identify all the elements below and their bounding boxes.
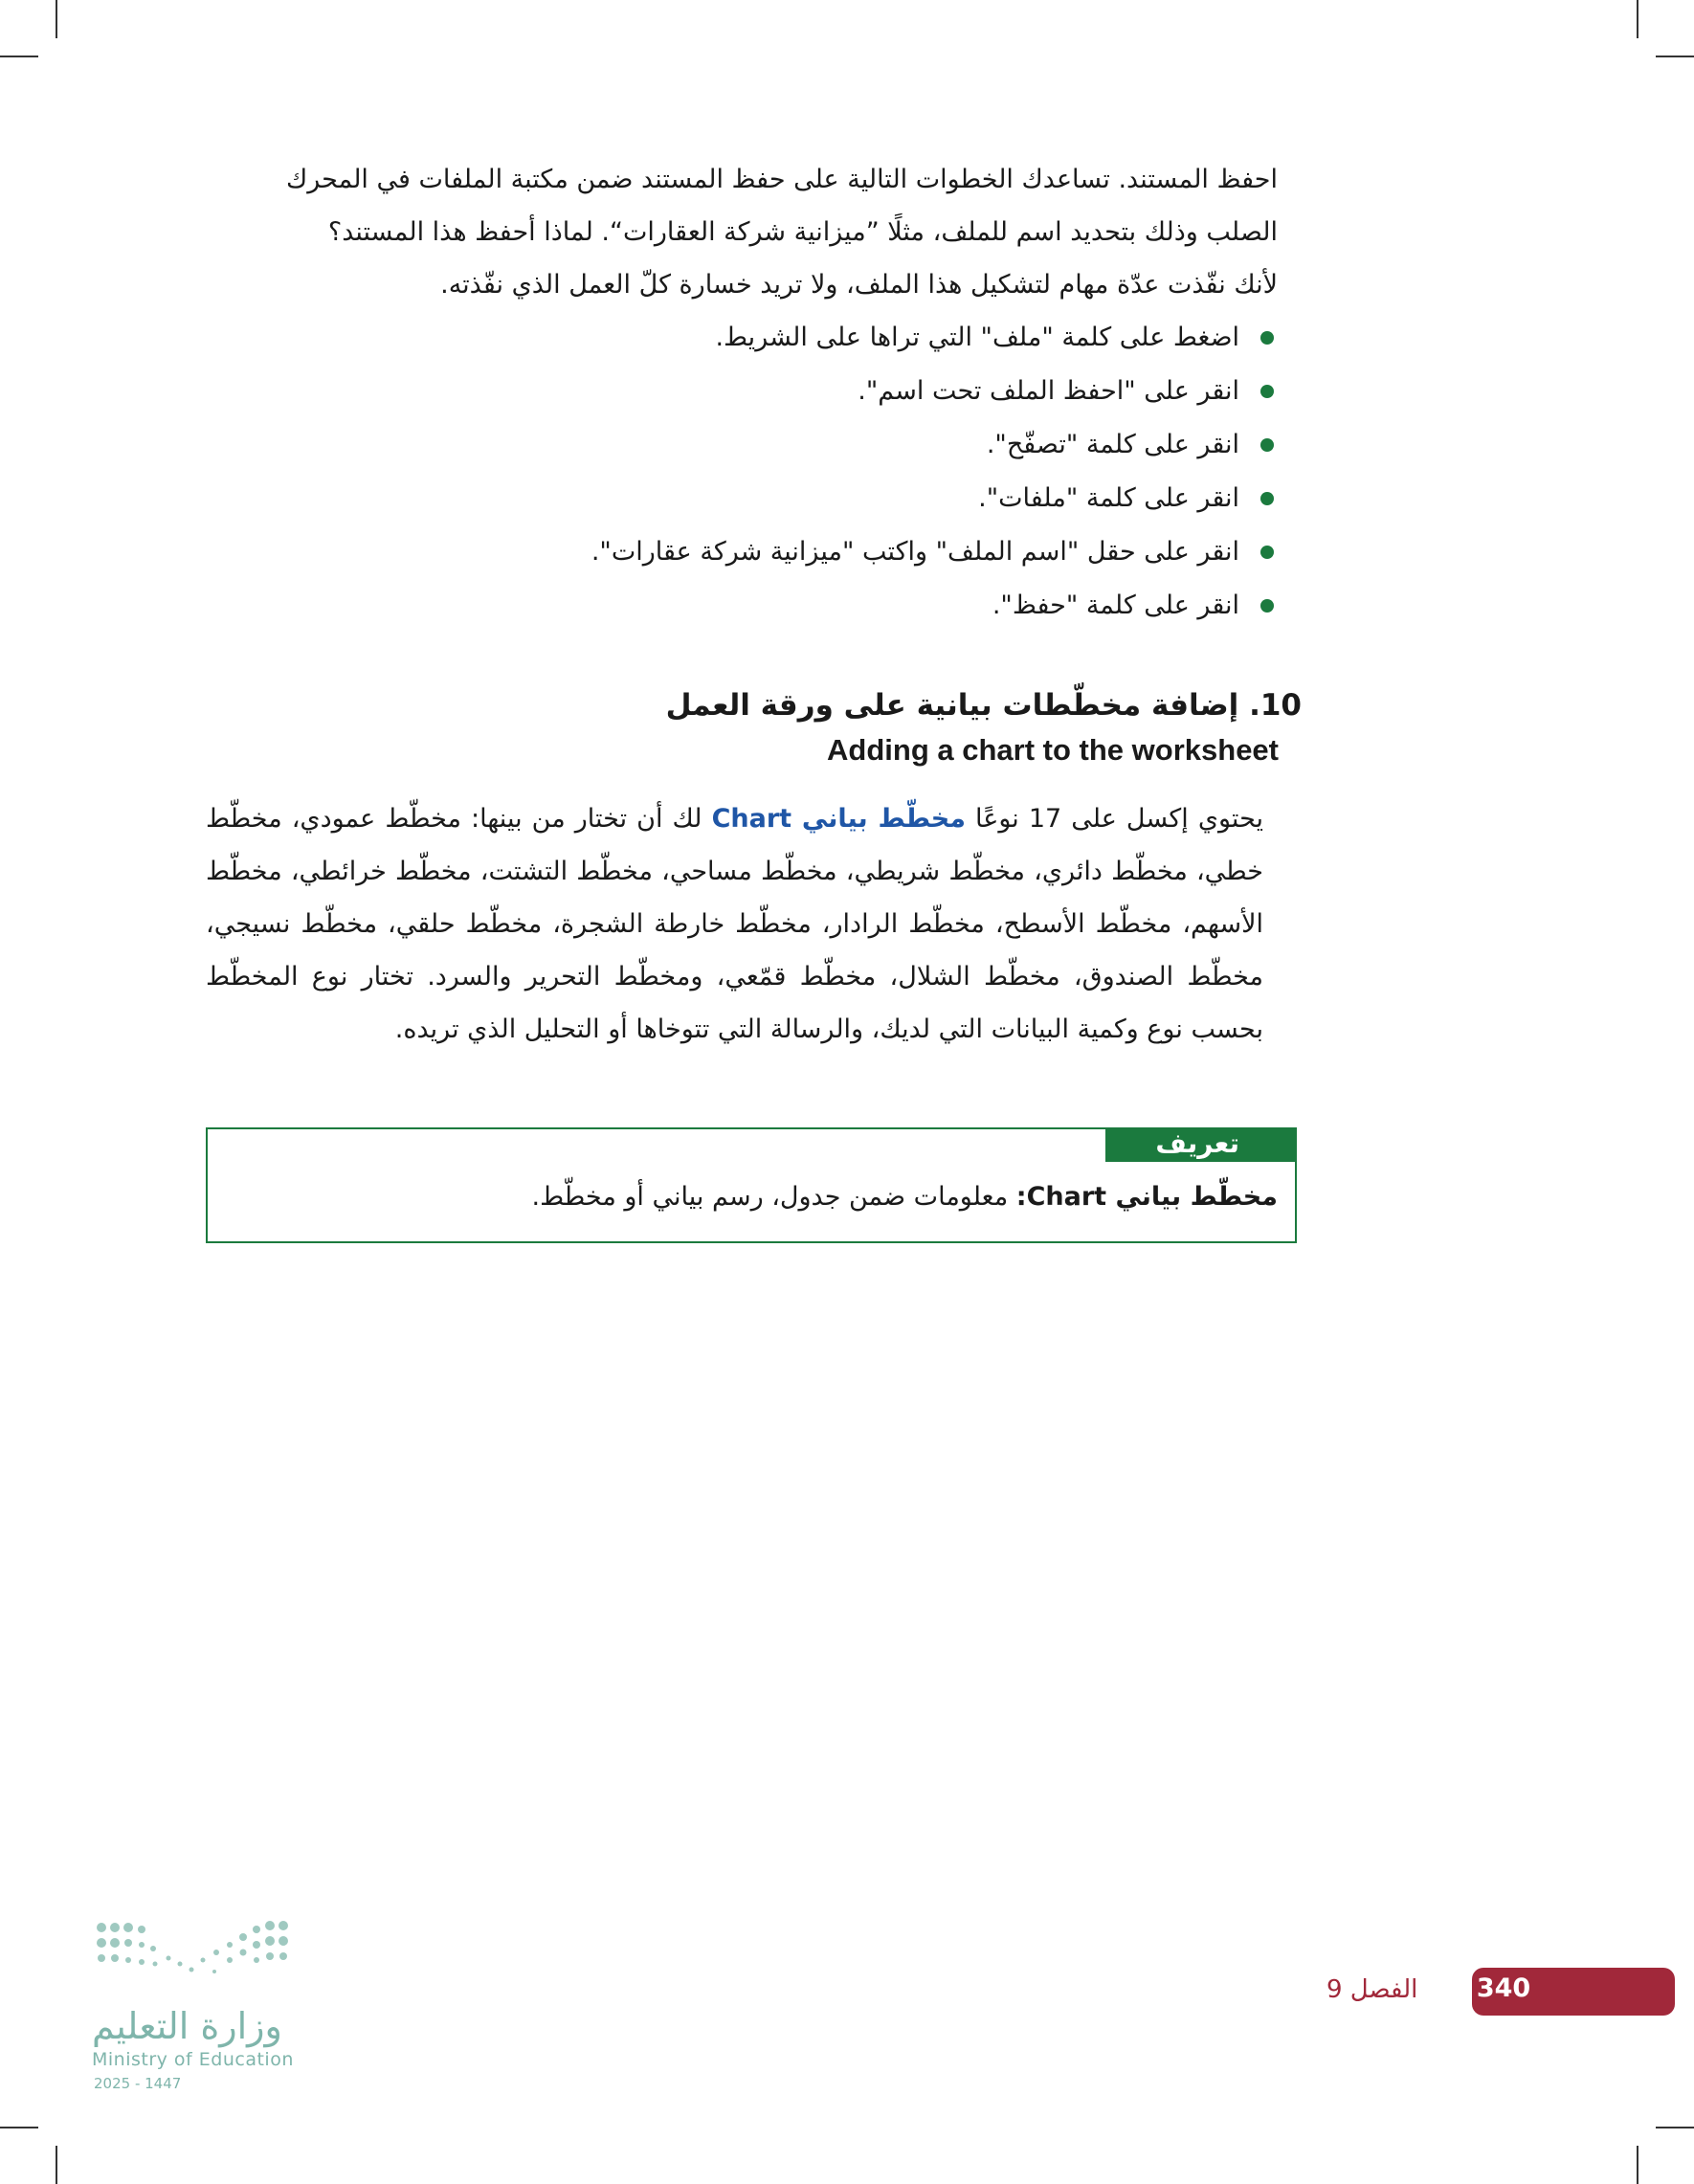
list-item [206,365,1278,418]
crop-mark [0,56,38,57]
page-number: 340 [1476,1973,1531,2003]
bullet-icon [1260,385,1274,398]
step-text: انقر على كلمة "حفظ". [992,591,1239,620]
definition-tab: تعريف [1105,1127,1297,1162]
chapter-label: الفصل 9 [1326,1975,1418,2004]
crop-mark [56,0,57,38]
crop-mark [0,2127,38,2128]
chart-paragraph-rest: لك أن تختار من بينها: مخطّط عمودي، مخطّط خطي، مخطّط دائري، مخطّط شريطي، مخطّط مساحي، مخطّط التشتت، مخطّط خرائطي، مخطّط الأسهم، مخطّط الأسطح، مخطّط الرادار، مخطّط خارطة الشجرة، مخطّط حلقي، مخطّط نسيجي، مخطّط الصندوق، مخطّط الشلال، مخطّط قمّعي، ومخطّط التحرير والسرد. تختار نوع المخطّط بحسب نوع وكمية البيانات التي لديك، والرسالة التي تتوخاها أو التحليل الذي تريده. [206,804,1263,1044]
intro-line: لأنك نفّذت عدّة مهام لتشكيل هذا الملف، ولا تريد خسارة كلّ العمل الذي نفّذته. [440,270,1278,300]
definition-box [206,1127,1297,1243]
steps-list [206,311,1278,633]
crop-mark [1637,2146,1638,2184]
intro-line: احفظ المستند. تساعدك الخطوات التالية على حفظ المستند ضمن مكتبة الملفات في المحرك [286,165,1278,194]
intro-line: الصلب وذلك بتحديد اسم للملف، مثلًا ”ميزانية شركة العقارات“. لماذا أحفظ هذا المستند؟ [327,217,1278,247]
definition-body: معلومات ضمن جدول، رسم بياني أو مخطّط. [531,1182,1016,1212]
step-text: انقر على كلمة "ملفات". [978,483,1239,513]
crop-mark [56,2146,57,2184]
definition-text [532,1182,1278,1212]
crop-mark [1637,0,1638,38]
section-title-ar: 10. إضافة مخطّطات بيانية على ورقة العمل [665,688,1302,723]
step-text: انقر على "احفظ الملف تحت اسم". [858,376,1239,406]
bullet-icon [1260,599,1274,613]
crop-mark [1656,56,1694,57]
chart-term: مخطّط بياني Chart [711,804,966,834]
intro-section [206,153,1278,633]
step-text: انقر على حقل "اسم الملف" واكتب "ميزانية شركة عقارات". [591,537,1239,567]
ministry-logo-year: 2025 - 1447 [94,2075,182,2092]
bullet-icon [1260,546,1274,559]
section-heading [206,681,1302,771]
ministry-logo-arabic: وزارة التعليم [92,2005,282,2047]
bullet-icon [1260,438,1274,452]
step-text: انقر على كلمة "تصفّح". [986,430,1239,459]
bullet-icon [1260,492,1274,505]
list-item [206,311,1278,365]
crop-mark [1656,2127,1694,2128]
chart-paragraph [206,792,1263,1056]
step-text: اضغط على كلمة "ملف" التي تراها على الشريط. [715,323,1239,352]
list-item [206,472,1278,525]
list-item [206,418,1278,472]
list-item [206,579,1278,633]
chart-paragraph-start: يحتوي إكسل على 17 نوعًا [965,804,1264,834]
list-item [206,525,1278,579]
ministry-logo-english: Ministry of Education [92,2049,294,2070]
bullet-icon [1260,331,1274,345]
definition-term: مخطّط بياني Chart: [1015,1182,1278,1212]
ministry-logo-icon [92,1916,302,2002]
section-title-en: Adding a chart to the worksheet [827,733,1279,767]
